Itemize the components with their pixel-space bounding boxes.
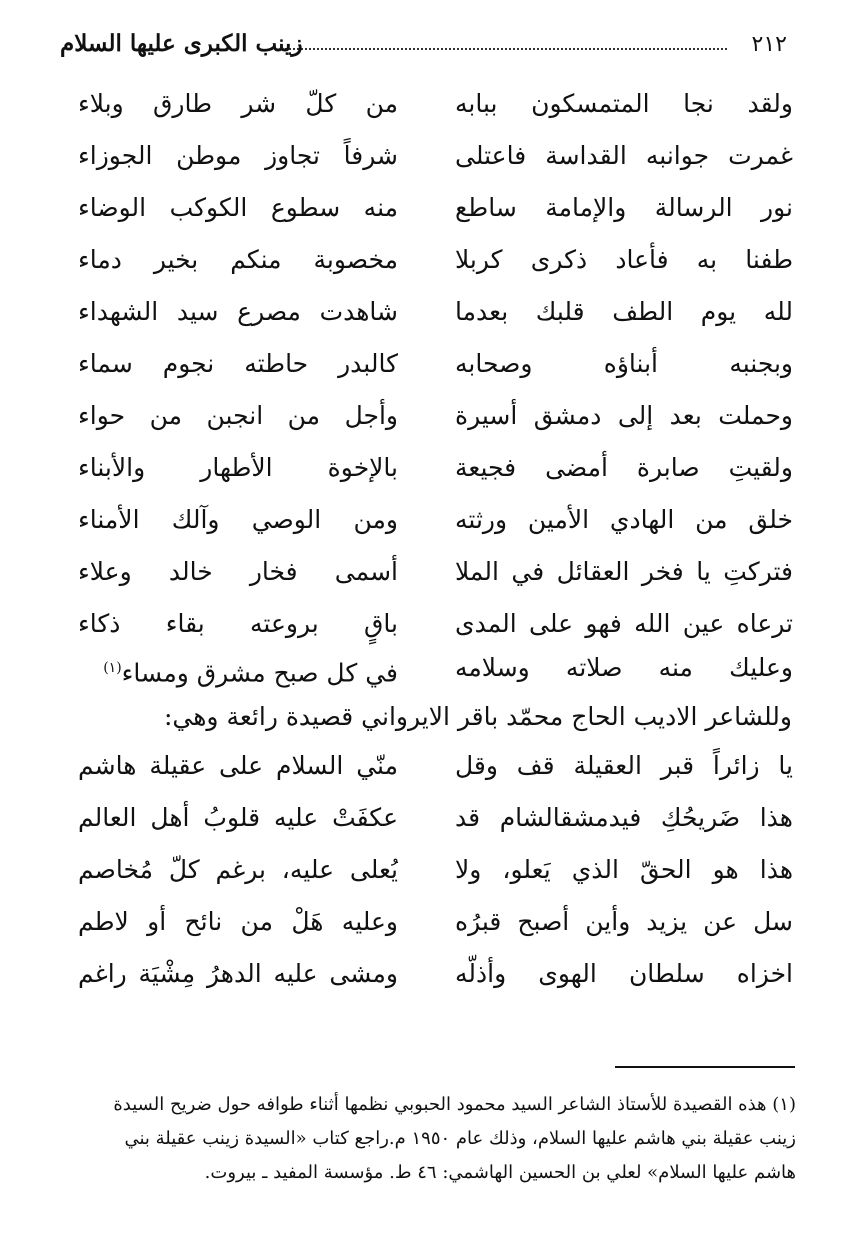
verse-second-hemistich: وعليه هَلْ من نائح أو لاطم [78, 907, 398, 936]
verse-second-hemistich: أسمى فخار خالد وعلاء [78, 557, 398, 586]
verse-second-hemistich: عكفَتْ عليه قلوبُ أهل العالم [78, 803, 398, 832]
page-number: ٢١٢ [751, 32, 787, 57]
poem-verse [78, 896, 793, 948]
poem-verse [78, 234, 793, 286]
verse-second-hemistich: وأجل من انجبن من حواء [78, 401, 398, 430]
poem-verse [78, 442, 793, 494]
poem-verse [78, 182, 793, 234]
verse-second-hemistich: من كلّ شر طارق وبلاء [78, 89, 398, 118]
verse-first-hemistich: هذا هو الحقّ الذي يَعلو، ولا [455, 855, 793, 884]
poem-verse [78, 844, 793, 896]
verse-first-hemistich: وبجنبه أبناؤه وصحابه [455, 349, 793, 378]
poem-verse [78, 130, 793, 182]
verse-first-hemistich: طفنا به فأعاد ذكرى كربلا [455, 245, 793, 274]
verse-first-hemistich: ولقيتِ صابرة أمضى فجيعة [455, 453, 793, 482]
verse-first-hemistich: يا زائراً قبر العقيلة قف وقل [455, 751, 793, 780]
footnote [62, 1088, 796, 1190]
verse-first-hemistich: اخزاه سلطان الهوى وأذلّه [455, 959, 793, 988]
verse-second-hemistich: شاهدت مصرع سيد الشهداء [78, 297, 398, 326]
verse-second-hemistich: بالإخوة الأطهار والأبناء [78, 453, 398, 482]
poem-verse [78, 494, 793, 546]
verse-first-hemistich: ترعاه عين الله فهو على المدى [455, 609, 793, 638]
verse-first-hemistich: سل عن يزيد وأين أصبح قبرُه [455, 907, 793, 936]
poem-introduction: وللشاعر الاديب الحاج محمّد باقر الايرواني قصيدة رائعة وهي: [163, 702, 792, 731]
header-dotted-leader [280, 48, 727, 50]
verse-first-hemistich: خلق من الهادي الأمين ورثته [455, 505, 793, 534]
verse-first-hemistich: غمرت جوانبه القداسة فاعتلى [455, 141, 793, 170]
poem-verse [78, 546, 793, 598]
poem-verse [78, 642, 793, 694]
verse-first-hemistich: وحملت بعد إلى دمشق أسيرة [455, 401, 793, 430]
verse-text: في كل صبح مشرق ومساء [121, 658, 398, 688]
footnote-marker[interactable]: (١) [103, 660, 122, 676]
verse-first-hemistich: فتركتِ يا فخر العقائل في الملا [455, 557, 793, 586]
footnote-line: زينب عقيلة بني هاشم عليها السلام، وذلك عام ١٩٥٠ م.راجع كتاب «السيدة زينب عقيلة بني [124, 1128, 796, 1149]
verse-second-hemistich: ومشى عليه الدهرُ مِشْيَة راغم [78, 959, 398, 988]
poem-verse [78, 338, 793, 390]
poem-verse [78, 286, 793, 338]
verse-second-hemistich: باقٍ بروعته بقاء ذكاء [78, 609, 398, 638]
verse-second-hemistich: يُعلى عليه، برغم كلّ مُخاصم [78, 855, 398, 884]
verse-second-hemistich: مخصوبة منكم بخير دماء [78, 245, 398, 274]
running-header [60, 30, 787, 64]
verse-second-hemistich: منه سطوع الكوكب الوضاء [78, 193, 398, 222]
verse-first-hemistich: لله يوم الطف قلبك بعدما [455, 297, 793, 326]
verse-first-hemistich: وعليك منه صلاته وسلامه [455, 653, 793, 682]
verse-first-hemistich: نور الرسالة والإمامة ساطع [455, 193, 793, 222]
poem-verse [78, 390, 793, 442]
verse-first-hemistich: ولقد نجا المتمسكون ببابه [455, 89, 793, 118]
verse-second-hemistich: كالبدر حاطته نجوم سماء [78, 349, 398, 378]
poem-verse [78, 948, 793, 1000]
poem-verse [78, 78, 793, 130]
footnote-separator [615, 1066, 795, 1068]
verse-second-hemistich: ومن الوصي وآلك الأمناء [78, 505, 398, 534]
verse-second-hemistich: منّي السلام على عقيلة هاشم [78, 751, 398, 780]
poem-verse [78, 792, 793, 844]
verse-second-hemistich: شرفاً تجاوز موطن الجوزاء [78, 141, 398, 170]
verse-first-hemistich: هذا ضَريحُكِ فيدمشقالشام قد [455, 803, 793, 832]
header-title: زينب الكبرى عليها السلام [60, 30, 303, 57]
poem-verse [78, 740, 793, 792]
footnote-line: (١) هذه القصيدة للأستاذ الشاعر السيد محمود الحبوبي نظمها أثناء طوافه حول ضريح السيدة [113, 1094, 796, 1115]
footnote-line: هاشم عليها السلام» لعلي بن الحسين الهاشمي: ٤٦ ط. مؤسسة المفيد ـ بيروت. [204, 1162, 796, 1183]
verse-second-hemistich [78, 642, 398, 694]
